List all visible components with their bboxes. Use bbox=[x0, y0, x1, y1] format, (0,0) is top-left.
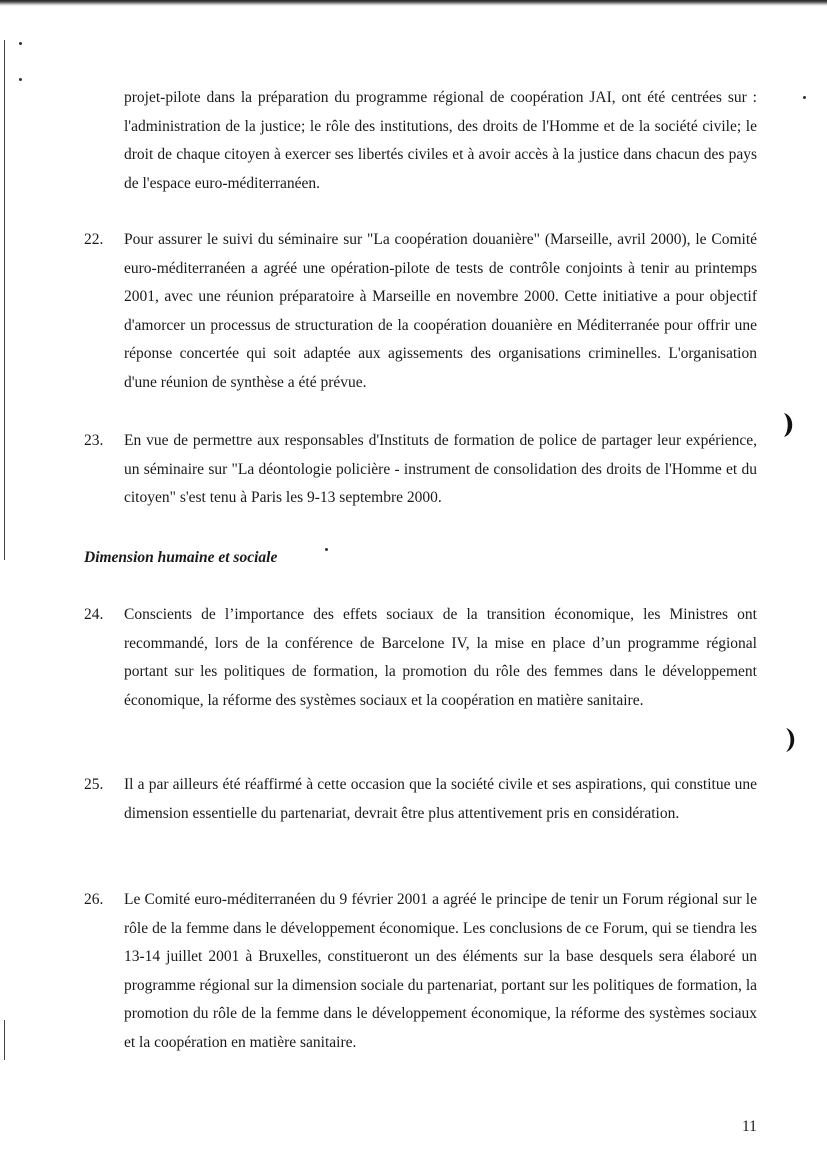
page-number: 11 bbox=[742, 1118, 757, 1135]
intro-paragraph: projet-pilote dans la préparation du programme régional de coopération JAI, ont été centrées sur : l'administration de la justice; le rôle des institutions, des droits de l'Homme et de la société civile; le droit de chaque citoyen à exercer ses libertés civiles et à avoir accès à la justice dans chacun des pays de l'espace euro-méditerranéen. bbox=[124, 89, 757, 192]
paragraph-text: Il a par ailleurs été réaffirmé à cette occasion que la société civile et ses aspirations, qui constitue une dimension essentielle du partenariat, devrait être plus attentivement pris en considération. bbox=[124, 776, 757, 822]
paragraph-number: 22. bbox=[84, 231, 104, 248]
scan-left-rule bbox=[4, 40, 5, 560]
paragraph-text: Conscients de l’importance des effets sociaux de la transition économique, les Ministres ont recommandé, lors de la conférence de Barcelone IV, la mise en place d’un programme régional portant sur les politiques de formation, la promotion du rôle des femmes dans le développement économique, la réforme des systèmes sociaux et la coopération en matière sanitaire. bbox=[124, 606, 757, 709]
binder-hole-mark bbox=[782, 412, 796, 438]
scan-speck bbox=[803, 96, 806, 99]
paragraph-text: Le Comité euro-méditerranéen du 9 février 2001 a agréé le principe de tenir un Forum régional sur le rôle de la femme dans le développement économique. Les conclusions de ce Forum, qui se tiendra les 13-14 juillet 2001 à Bruxelles, constitueront un des éléments sur la base desquels sera élaboré un programme régional sur la dimension sociale du partenariat, portant sur les politiques de formation, la promotion du rôle de la femme dans le développement économique, la réforme des systèmes sociaux et la coopération en matière sanitaire. bbox=[124, 891, 757, 1051]
paragraph-number: 26. bbox=[84, 891, 104, 908]
scan-top-edge bbox=[0, 0, 827, 6]
paragraph-text: Pour assurer le suivi du séminaire sur "La coopération douanière" (Marseille, avril 2000), le Comité euro-méditerranéen a agréé une opération-pilote de tests de contrôle conjoints à tenir au printemps 2001, avec une réunion préparatoire à Marseille en novembre 2000. Cette initiative a pour objectif d'amorcer un processus de structuration de la coopération douanière en Méditerranée pour offrir une réponse concertée qui soit adaptée aux agissements des organisations criminelles. L'organisation d'une réunion de synthèse a été prévue. bbox=[124, 231, 757, 391]
section-heading: Dimension humaine et sociale bbox=[84, 549, 278, 566]
scan-left-rule bbox=[4, 1020, 5, 1060]
paragraph-number: 25. bbox=[84, 776, 104, 793]
paragraph-text: En vue de permettre aux responsables d'Instituts de formation de police de partager leur expérience, un séminaire sur "La déontologie policière - instrument de consolidation des droits de l'Homme et du citoyen" s'est tenu à Paris les 9-13 septembre 2000. bbox=[124, 432, 757, 506]
binder-hole-mark bbox=[784, 727, 798, 753]
scan-speck bbox=[19, 42, 22, 45]
scan-speck bbox=[19, 78, 22, 81]
paragraph-number: 24. bbox=[84, 606, 104, 623]
scan-speck bbox=[325, 548, 328, 551]
paragraph-number: 23. bbox=[84, 432, 104, 449]
